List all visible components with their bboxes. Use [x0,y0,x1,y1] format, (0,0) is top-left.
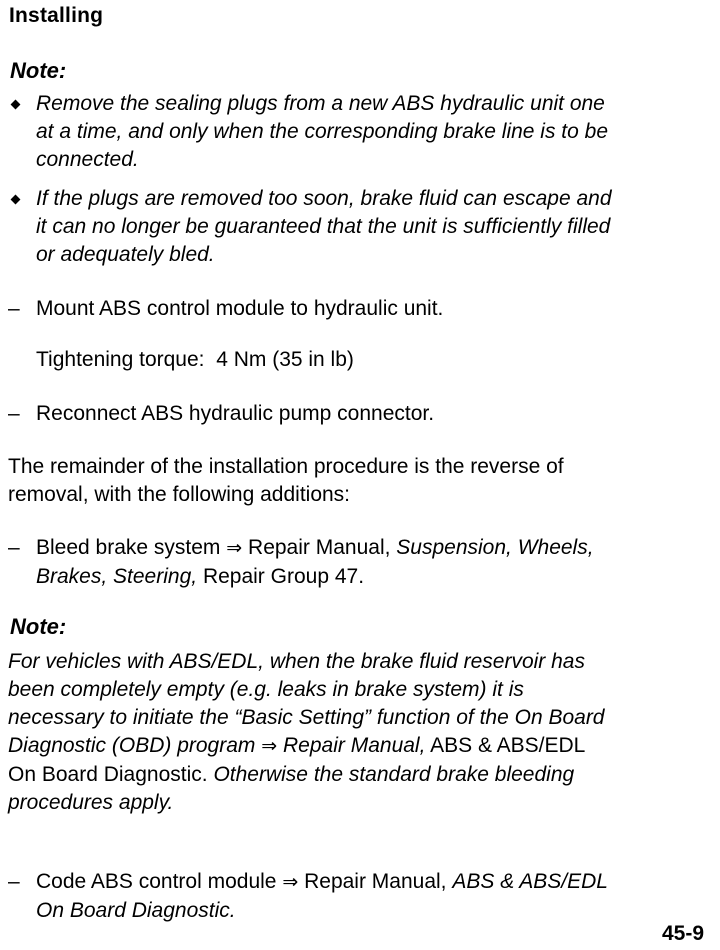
torque-spec [36,348,354,372]
step-text: Reconnect ABS hydraulic pump connector. [36,402,435,425]
torque-label: Tightening torque: [36,348,205,371]
note-bullet [12,185,612,269]
dash-icon: – [8,402,20,425]
code-prefix: Code ABS control module [36,870,277,893]
bleed-ref-italic: Suspension, Wheels, Brakes, Steering, [36,536,594,588]
note-bullet-text: If the plugs are removed too soon, brake fluid can escape and it can no longer be guaranteed that the unit is sufficiently filled or adequately bled. [36,187,612,266]
note-text-italic: Otherwise the standard brake bleeding procedures apply. [8,763,575,814]
note-ref-italic: Repair Manual, [283,734,426,757]
remainder-paragraph: The remainder of the installation procedure is the reverse of removal, with the following additions: [8,455,564,506]
note-bullet-text: Remove the sealing plugs from a new ABS hydraulic unit one at a time, and only when the corresponding brake line is to be connected. [36,92,609,171]
dash-icon: – [8,536,20,559]
bleed-ref: Repair Manual, [248,536,391,559]
diamond-bullet-icon [11,100,21,110]
diamond-bullet-icon [11,195,21,205]
dash-icon: – [8,297,20,320]
code-ref-italic: ABS & ABS/EDL On Board Diagnostic. [36,870,608,922]
step-text [36,534,618,591]
note-label: Note: [10,58,67,83]
section-heading: Installing [9,4,104,27]
code-ref: Repair Manual, [304,870,447,893]
step-code [8,868,618,925]
note-paragraph [8,648,608,817]
reference-arrow-icon: ⇒ [261,736,278,757]
step-mount [8,295,618,323]
note-bullet [12,90,612,174]
reference-arrow-icon: ⇒ [226,538,243,559]
bleed-prefix: Bleed brake system [36,536,221,559]
note-text-italic: For vehicles with ABS/EDL, when the brake fluid reservoir has been completely empty (e.g. leaks in brake system) it is necessary to initiate the “Basic Setting” function of the On Board Diagnostic (OBD) program [8,650,605,757]
dash-icon: – [8,870,20,893]
torque-value: 4 Nm (35 in lb) [216,348,354,371]
note-label: Note: [10,614,67,639]
step-reconnect [8,400,618,428]
reference-arrow-icon: ⇒ [282,872,299,893]
step-text [36,868,618,925]
step-bleed [8,534,618,591]
step-text: Mount ABS control module to hydraulic unit. [36,297,444,320]
note-ref-normal: ABS & ABS/EDL On Board Diagnostic. [8,734,585,786]
page-number: 45-9 [661,922,704,945]
bleed-suffix: Repair Group 47. [202,565,365,588]
